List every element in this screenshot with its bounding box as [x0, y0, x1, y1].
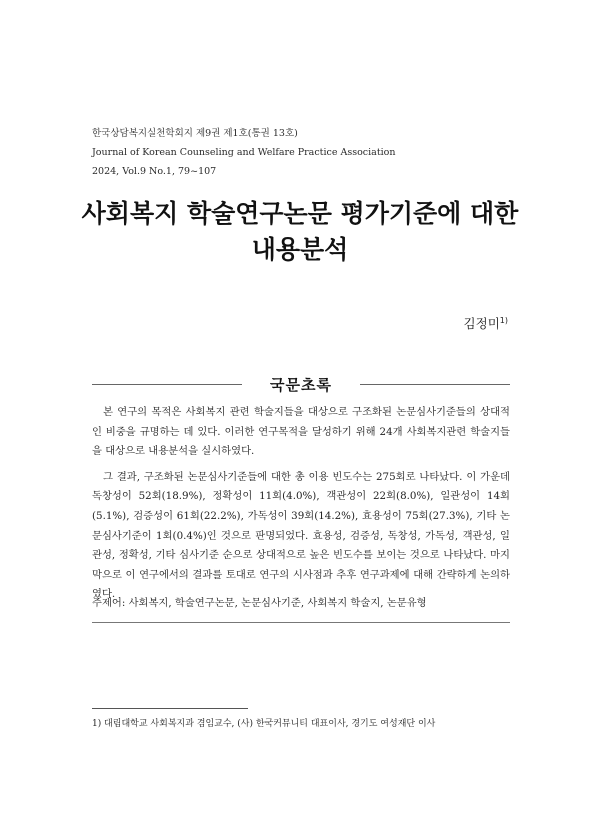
paper-title: [60, 196, 540, 268]
journal-info: [92, 124, 396, 181]
abstract-paragraph-2: 그 결과, 구조화된 논문심사기준들에 대한 총 이용 빈도수는 275회로 나타났다. 이 가운데 독창성이 52회(18.9%), 정확성이 11회(4.0%), 객관성이 22회(8.0%), 일관성이 14회(5.1%), 검증성이 61회(22.2%), 가독성이 39회(14.2%), 효용성이 75회(27.3%), 기타 논문심사기준이 1회(0.4%)인 것으로 판명되었다. 효용성, 검증성, 독창성, 가독성, 객관성, 일관성, 정확성, 기타 심사기준 순으로 상대적으로 높은 빈도수를 보이는 것으로 나타났다. 마지막으로 이 연구에서의 결과를 토대로 연구의 시사점과 추후 연구과제에 대해 간략하게 논의하였다.: [92, 470, 510, 601]
abstract-header-rule-right: [360, 384, 510, 385]
author-name: 김정미: [463, 316, 500, 331]
paper-title-line-2: 내용분석: [251, 235, 349, 264]
abstract-heading: 국문초록: [270, 376, 332, 394]
abstract-body: [92, 403, 510, 611]
footnote-rule: [92, 708, 248, 709]
keywords: 주제어: 사회복지, 학술연구논문, 논문심사기준, 사회복지 학술지, 논문유형: [92, 597, 427, 609]
abstract-bottom-rule: [92, 622, 510, 623]
abstract-paragraph-1: 본 연구의 목적은 사회복지 관련 학술지들을 대상으로 구조화된 논문심사기준들의 상대적인 비중을 규명하는 데 있다. 이러한 연구목적을 달성하기 위해 24개 사회복지관련 학술지들을 대상으로 내용분석을 실시하였다.: [92, 406, 510, 458]
journal-volume-line: 한국상담복지실천학회지 제9권 제1호(통권 13호): [92, 128, 298, 139]
author-footnote-mark: 1): [499, 316, 508, 325]
footnote: 1) 대림대학교 사회복지과 겸임교수, (사) 한국커뮤니티 대표이사, 경기도 여성재단 이사: [92, 719, 436, 729]
author: [464, 314, 508, 332]
journal-english-name: Journal of Korean Counseling and Welfare Practice Association: [92, 147, 396, 158]
journal-issue-pages: 2024, Vol.9 No.1, 79~107: [92, 166, 217, 177]
paper-title-line-1: 사회복지 학술연구논문 평가기준에 대한: [81, 199, 519, 228]
abstract-header: [92, 374, 510, 394]
